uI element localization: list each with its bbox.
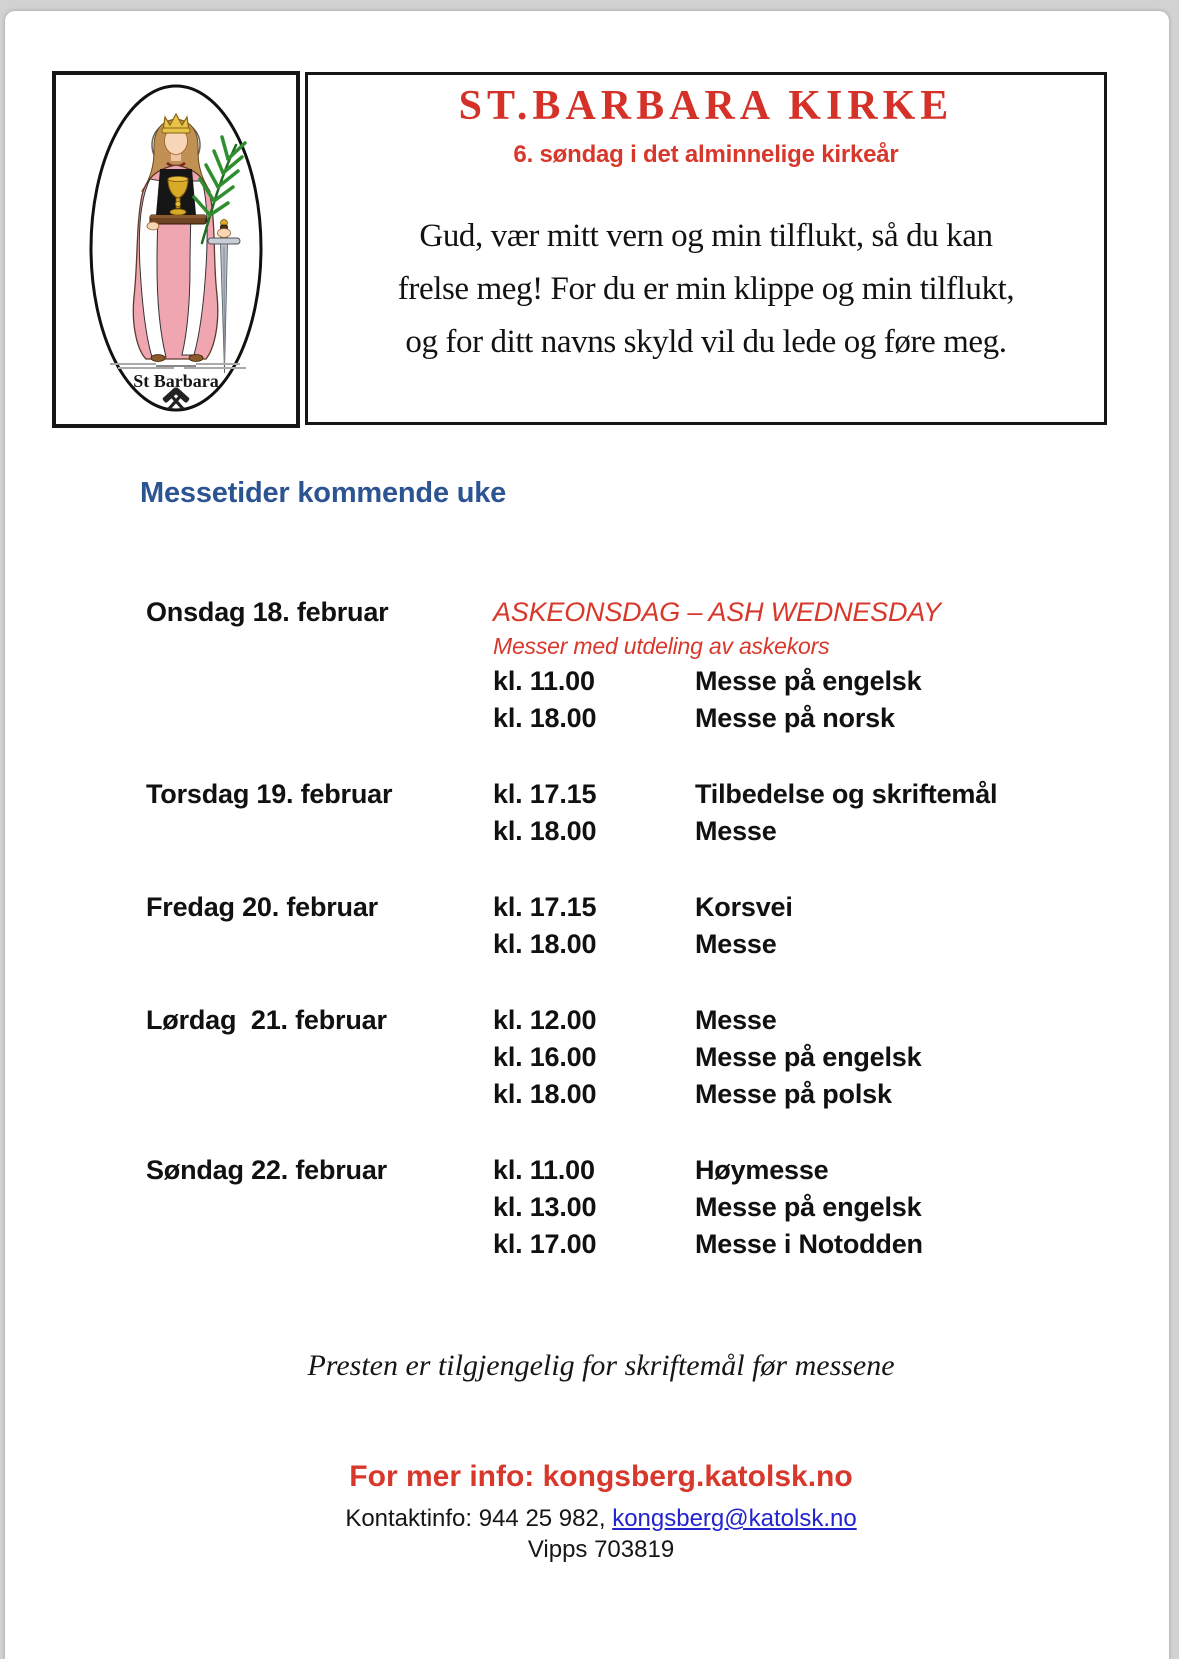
- schedule-row: [0, 925, 1179, 963]
- schedule-day: Onsdag 18. februar: [146, 597, 389, 627]
- section-heading: Messetider kommende uke: [140, 477, 507, 509]
- shoe: [151, 355, 165, 362]
- mass-description: Messe på norsk: [695, 703, 895, 733]
- schedule-row: [0, 1225, 1179, 1263]
- mass-description: Messe: [695, 929, 777, 959]
- mass-description: Messe: [695, 1005, 777, 1035]
- mass-description: Messe på engelsk: [695, 1042, 922, 1072]
- mass-time: kl. 18.00: [493, 816, 597, 846]
- mass-description: Tilbedelse og skriftemål: [695, 779, 998, 809]
- schedule-day: Søndag 22. februar: [146, 1155, 387, 1185]
- mass-description: Messe i Notodden: [695, 1229, 923, 1259]
- mass-time: kl. 11.00: [493, 1155, 595, 1185]
- mass-description: Messe på engelsk: [695, 666, 922, 696]
- right-hand: [218, 229, 231, 238]
- mass-time: kl. 16.00: [493, 1042, 597, 1072]
- page-subtitle: 6. søndag i det alminnelige kirkeår: [513, 141, 899, 168]
- mass-time: kl. 18.00: [493, 1079, 597, 1109]
- mass-time: kl. 18.00: [493, 929, 597, 959]
- header-box: [305, 72, 1107, 425]
- schedule-row: [0, 1188, 1179, 1226]
- scripture-quote: [308, 210, 1104, 369]
- mass-time: kl. 13.00: [493, 1192, 597, 1222]
- schedule-day: Torsdag 19. februar: [146, 779, 393, 809]
- mass-description: Høymesse: [695, 1155, 829, 1185]
- left-hand: [147, 222, 159, 230]
- schedule-row: [0, 888, 1179, 926]
- special-event-note: Messer med utdeling av askekors: [493, 633, 830, 659]
- quote-line: frelse meg! For du er min klippe og min tilflukt,: [397, 271, 1015, 307]
- mass-time: kl. 17.15: [493, 779, 597, 809]
- more-info-line: For mer info: kongsberg.katolsk.no: [349, 1460, 853, 1493]
- email-link[interactable]: kongsberg@katolsk.no: [612, 1505, 857, 1532]
- mass-description: Messe på polsk: [695, 1079, 892, 1109]
- schedule-row: [0, 699, 1179, 737]
- mass-time: kl. 17.15: [493, 892, 597, 922]
- vipps-line: Vipps 703819: [527, 1536, 675, 1563]
- schedule-day: Fredag 20. februar: [146, 892, 378, 922]
- mass-time: kl. 12.00: [493, 1005, 597, 1035]
- mass-description: Messe på engelsk: [695, 1192, 922, 1222]
- contact-line: [41, 1502, 1161, 1536]
- confession-note: Presten er tilgjengelig for skriftemål før messene: [307, 1349, 895, 1382]
- schedule-row: [0, 812, 1179, 850]
- quote-line: og for ditt navns skyld vil du lede og føre meg.: [405, 324, 1007, 360]
- mass-time: kl. 18.00: [493, 703, 597, 733]
- st-barbara-logo: [56, 75, 296, 424]
- schedule-row: [0, 1001, 1179, 1039]
- logo-caption: St Barbara: [133, 371, 219, 391]
- special-event-title: ASKEONSDAG – ASH WEDNESDAY: [493, 597, 941, 627]
- schedule-row: [0, 662, 1179, 700]
- logo-box: [52, 71, 300, 428]
- page-title: ST.BARBARA KIRKE: [458, 83, 954, 129]
- schedule-day: Lørdag 21. februar: [146, 1005, 387, 1035]
- mass-time: kl. 11.00: [493, 666, 595, 696]
- contact-prefix: Kontaktinfo: 944 25 982,: [345, 1505, 613, 1532]
- mass-description: Messe: [695, 816, 777, 846]
- schedule-row: [0, 1151, 1179, 1189]
- schedule-row: [0, 775, 1179, 813]
- mass-time: kl. 17.00: [493, 1229, 597, 1259]
- schedule-row: [0, 1075, 1179, 1113]
- mass-description: Korsvei: [695, 892, 793, 922]
- shoe: [189, 355, 203, 362]
- schedule-row: [0, 1038, 1179, 1076]
- quote-line: Gud, vær mitt vern og min tilflukt, så du kan: [419, 218, 993, 254]
